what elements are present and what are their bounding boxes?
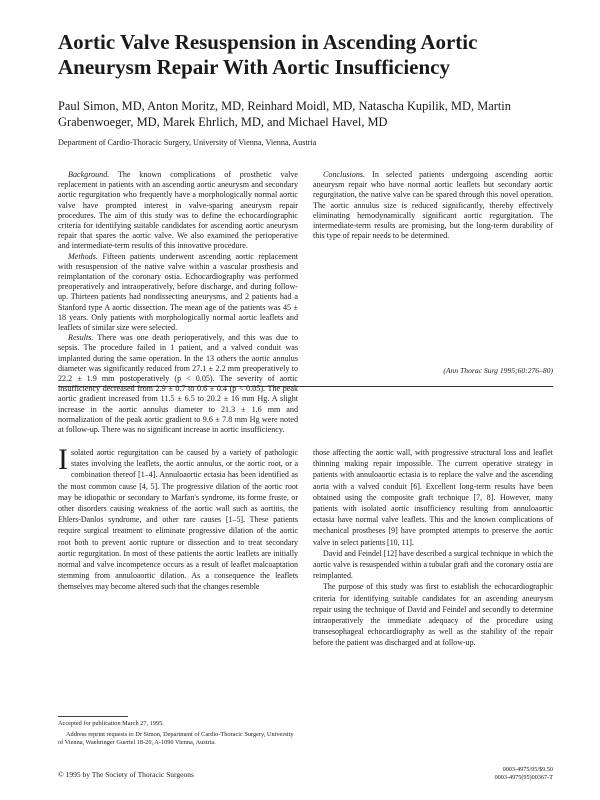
drop-cap: I (58, 443, 68, 476)
abstract-background-text: The known complications of prosthetic valve replacement in patients with an ascending aortic aneurysm and secondary aortic regurgitation who frequently have a morphologically normal aortic valve have prompted interest in valve-sparing aneurysm repair procedures. The aim of this study was to define the echocardiographic criteria for identifying suitable candidates for ascending aortic aneurysm repair that spares the aortic valve. We also examined the perioperative and intermediate-term results of this innovative procedure. (58, 170, 298, 251)
intro-right-paragraph-2: David and Feindel [12] have described a surgical technique in which the aortic valve is resuspended within a tubular graft and the coronary ostia are reimplanted. (313, 548, 553, 581)
copyright-notice: © 1995 by The Society of Thoracic Surgeons (58, 770, 194, 779)
footnote-accepted: Accepted for publication March 27, 1995. (58, 720, 164, 727)
abstract-methods (58, 252, 298, 334)
intro-left-text: solated aortic regurgitation can be caused by a variety of pathologic states involving the leaflets, the aortic annulus, or the aortic root, or a combination thereof [1–4]. Annuloaortic ectasia has been identified as the most common cause [4, 5]. The progressive dilation of the aortic root may be idiopathic or secondary to Marfan's syndrome, its forme fruste, or other disorders causing weakness of the aortic wall such as aortitis, the Ehlers-Danlos syndrome, and other rare causes [1–5]. These patients require surgical treatment to eliminate progressive dilation of the aortic root both to prevent aortic rupture or dissection and to treat secondary aortic regurgitation. In most of these patients the aortic leaflets are initially normal and valve incompetence occurs as a result of leaflet malcoaptation stemming from annuloaortic dilation. As a consequence the leaflets themselves may become altered such that the changes resemble (58, 448, 298, 592)
footnote-divider (58, 716, 128, 717)
abstract-background-heading: Background. (68, 170, 110, 179)
abstract-conclusions (313, 170, 553, 241)
abstract-methods-heading: Methods. (68, 251, 98, 261)
footnote-address: Address reprint requests to Dr Simon, Department of Cardio-Thoracic Surgery, University of Vienna, Waehringer Guertel 18-20, A-1090 Vienna, Austria. (58, 731, 294, 747)
intro-left-column (58, 443, 298, 593)
abstract-methods-text: Fifteen patients underwent ascending aortic replacement with resuspension of the native valve within a vascular prosthesis and reimplantation of the coronary ostia. Echocardiography was performed preoperatively and intraoperatively, before discharge, and during follow-up. Thirteen patients had nondissecting aneurysms, and 2 patients had a Stanford type A aortic dissection. The mean age of the patients was 45 ± 18 years. Only patients with morphologically normal aortic leaflets and leaflets of similar size were selected. (58, 251, 298, 333)
intro-right-paragraph-1: those affecting the aortic wall, with progressive structural loss and leaflet thinning making repair impossible. The current operative strategy in patients with annuloaortic ectasia is to replace the valve and the ascending aorta with a valved conduit [6]. Excellent long-term results have been obtained using the composite graft technique [7, 8]. However, many patients with isolated aortic insufficiency resulting from annuloaortic ectasia have normal valve leaflets. This and the known complications of mechanical prostheses [9] have prompted attempts to preserve the aortic valve in select patients [10, 11]. (313, 448, 553, 547)
abstract-results (58, 333, 298, 435)
journal-citation: (Ann Thorac Surg 1995;60:276–80) (443, 366, 553, 375)
abstract-background (58, 170, 298, 252)
publication-codes (495, 766, 553, 782)
abstract-right-column (313, 170, 553, 241)
price-code: 0003-4975/95/$9.50 (502, 766, 553, 773)
abstract-conclusions-heading: Conclusions. (323, 170, 366, 179)
abstract-conclusions-text: In selected patients undergoing ascending aortic aneurysm repair who have normal aortic leaflets but secondary aortic regurgitation, the native valve can be spared through this novel operation. The aortic annulus size is reduced significantly, thereby effectively eliminating hemodynamically significant aortic regurgitation. The intermediate-term results are promising, but the long-term durability of this type of repair needs to be determined. (313, 170, 553, 241)
abstract-left-column (58, 170, 298, 435)
section-divider (58, 386, 553, 387)
intro-right-paragraph-3: The purpose of this study was first to establish the echocardiographic criteria for identifying suitable candidates for an ascending aneurysm repair using the technique of David and Feindel and secondly to determine intraoperatively the immediate adequacy of the procedure using transesophageal echocardiography as well as the stability of the repair before the patient was discharged and at follow-up. (313, 582, 553, 648)
author-list: Paul Simon, MD, Anton Moritz, MD, Reinhard Moidl, MD, Natascha Kupilik, MD, Martin Grabenwoeger, MD, Marek Ehrlich, MD, and Michael Havel, MD (58, 99, 511, 129)
abstract-results-text: There was one death perioperatively, and this was due to sepsis. The procedure failed in 1 patient, and a valved conduit was implanted during the same operation. In the 13 others the aortic annulus diameter was significantly reduced from 27.1 ± 2.2 mm preoperatively to 22.2 ± 1.9 mm postoperatively (p < 0.05). The severity of aortic insufficiency decreased from 2.9 ± 0.7 to 0.6 ± 0.4 (p < 0.05). The peak aortic gradient increased from 11.5 ± 6.5 to 20.2 ± 16 mm Hg. A slight increase in the aortic annulus diameter to 21.3 ± 1.6 mm and normalization of the peak aortic gradient to 9.6 ± 7.8 mm Hg were noted at follow-up. There was no significant increase in aortic insufficiency. (58, 333, 298, 435)
doi-code: 0003-4975(95)00367-T (494, 774, 553, 782)
intro-paragraph (58, 443, 298, 593)
affiliation: Department of Cardio-Thoracic Surgery, University of Vienna, Vienna, Austria (58, 138, 317, 147)
intro-right-column (313, 447, 553, 649)
abstract-results-heading: Results. (68, 333, 94, 343)
article-title: Aortic Valve Resuspension in Ascending Aortic Aneurysm Repair With Aortic Insufficiency (58, 30, 478, 79)
